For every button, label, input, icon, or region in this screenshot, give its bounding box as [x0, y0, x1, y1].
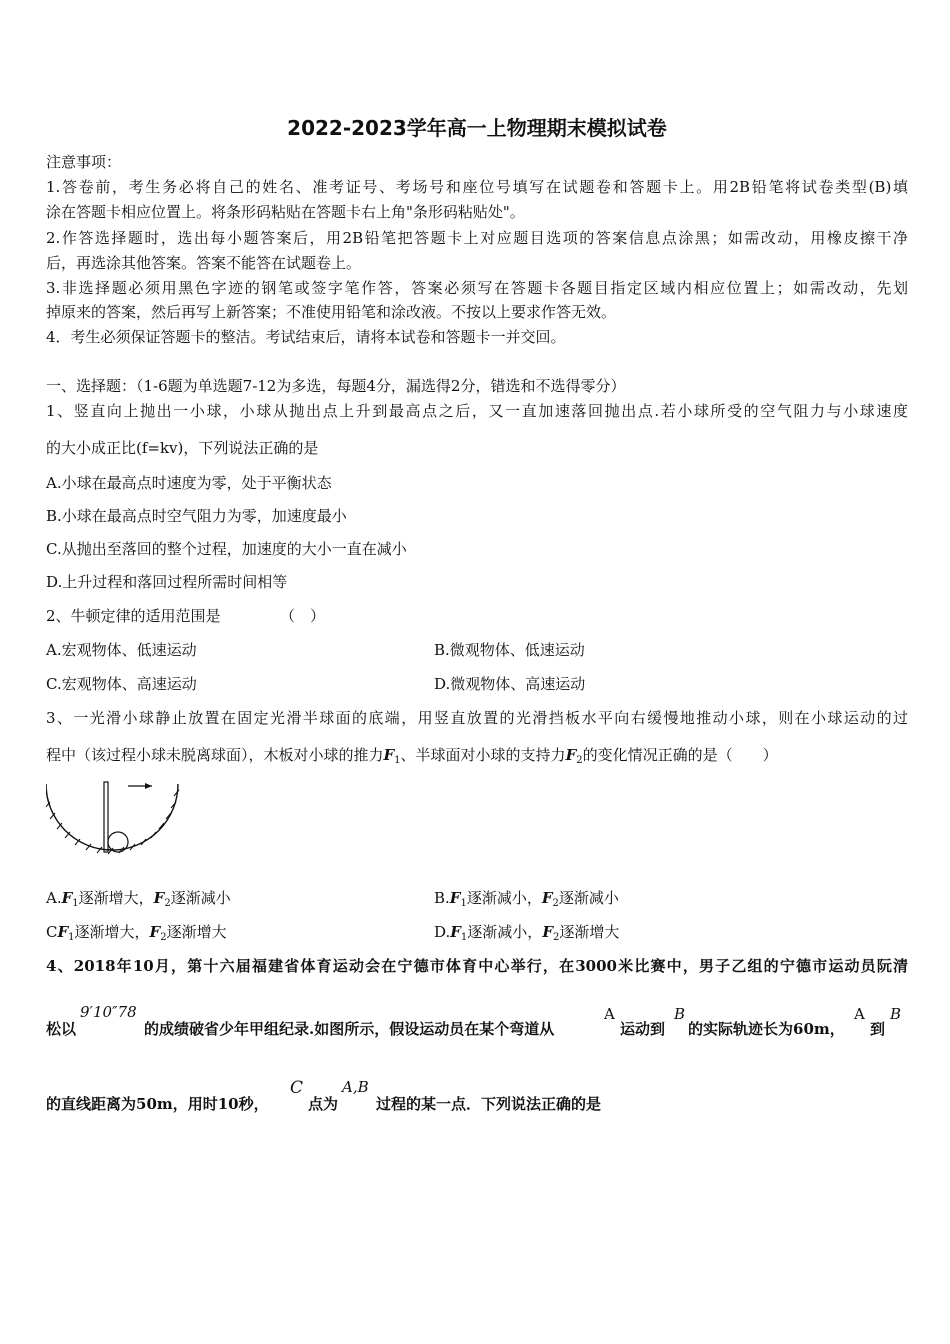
point-c-label: C	[290, 1078, 304, 1098]
notice-line-1b: 涂在答题卡相应位置上。将条形码粘贴在答题卡右上角"条形码粘贴处"。	[46, 203, 525, 221]
f1-symbol: F	[450, 923, 461, 941]
q3-stem-b2: 、半球面对小球的支持力	[400, 746, 566, 764]
q2-option-d: D.微观物体、高速运动	[434, 675, 586, 693]
q4-c2: 点为	[308, 1095, 339, 1113]
f1-symbol: F	[61, 889, 73, 907]
point-a-label-2: A	[854, 1005, 865, 1023]
notice-heading: 注意事项：	[46, 153, 122, 171]
q1-option-d: D.上升过程和落回过程所需时间相等	[46, 573, 288, 591]
f2-symbol: F	[153, 889, 165, 907]
q1-stem-a: 1、竖直向上抛出一小球，小球从抛出点上升到最高点之后，又一直加速落回抛出点.若小球所受的空气阻力与小球速度	[46, 402, 908, 420]
q2-option-b: B.微观物体、低速运动	[434, 641, 585, 659]
ball	[108, 832, 128, 852]
q3-option-c	[46, 922, 227, 948]
q3-c-text2: 逐渐增大	[166, 923, 227, 941]
q3-c-prefix: C	[46, 923, 58, 941]
q1-option-a: A.小球在最高点时速度为零，处于平衡状态	[46, 474, 332, 492]
f1-sub: 1	[68, 932, 75, 943]
q3-b-prefix: B.	[434, 889, 450, 907]
f2-symbol: F	[542, 923, 553, 941]
hatching	[46, 790, 179, 854]
q4-c3: 过程的某一点．下列说法正确的是	[376, 1095, 602, 1113]
q4-stem-a: 4、2018年10月，第十六届福建省体育运动会在宁德市体育中心举行，在3000米比赛中，男子乙组的宁德市运动员阮清	[46, 957, 908, 975]
q4-c1: 的直线距离为50m，用时10秒，	[46, 1095, 269, 1113]
q3-b-text1: 逐渐减小，	[466, 889, 542, 907]
q3-stem-a: 3、一光滑小球静止放置在固定光滑半球面的底端，用竖直放置的光滑挡板水平向右缓慢地推动小球，则在小球运动的过	[46, 709, 908, 727]
point-b-label-2: B	[890, 1005, 902, 1023]
f2-sub: 2	[164, 898, 171, 909]
board	[104, 782, 108, 852]
notice-line-4: 4．考生必须保证答题卡的整洁。考试结束后，请将本试卷和答题卡一并交回。	[46, 328, 566, 346]
section-heading: 一、选择题：（1-6题为单选题7-12为多选，每题4分，漏选得2分，错选和不选得零分）	[46, 377, 626, 395]
f1-sub: 1	[72, 898, 79, 909]
q4-b5: 到	[870, 1020, 886, 1038]
q4-b2: 的成绩破省少年甲组纪录.如图所示，假设运动员在某个弯道从	[144, 1020, 555, 1038]
f2-symbol: F	[149, 923, 161, 941]
f2-symbol: F	[541, 889, 553, 907]
q3-option-d	[434, 922, 619, 948]
q3-b-text2: 逐渐减小	[558, 889, 619, 907]
f2-sub: 2	[552, 932, 560, 943]
q3-a-text2: 逐渐减小	[170, 889, 231, 907]
f1-symbol: F	[449, 889, 461, 907]
notice-line-2a: 2.作答选择题时，选出每小题答案后，用2B铅笔把答题卡上对应题目选项的答案信息点涂黑；如需改动，用橡皮擦干净	[46, 229, 908, 247]
f1-sub: 1	[460, 932, 468, 943]
f2-sub: 2	[552, 898, 559, 909]
q3-a-prefix: A.	[46, 889, 62, 907]
notice-line-3a: 3.非选择题必须用黑色字迹的钢笔或签字笔作答，答案必须写在答题卡各题目指定区域内相应位置上；如需改动，先划	[46, 279, 908, 297]
q1-option-c: C.从抛出至落回的整个过程，加速度的大小一直在减小	[46, 540, 407, 558]
q2-paren: （ ）	[280, 607, 326, 625]
q3-d-text2: 逐渐增大	[559, 923, 620, 941]
record-time: 9′10″78	[80, 1003, 137, 1021]
f1-symbol: F	[57, 923, 69, 941]
q4-b3: 运动到	[620, 1020, 666, 1038]
f2-sub: 2	[160, 932, 167, 943]
point-b-label: B	[674, 1005, 686, 1023]
q3-a-text1: 逐渐增大，	[78, 889, 154, 907]
q4-b4: 的实际轨迹长为60m，	[688, 1020, 845, 1038]
q3-option-a	[46, 888, 231, 914]
q2-option-c: C.宏观物体、高速运动	[46, 675, 197, 693]
hemisphere-figure	[46, 776, 186, 860]
q3-d-text1: 逐渐减小，	[467, 923, 543, 941]
f1-sub: 1	[394, 755, 401, 766]
q3-d-prefix: D.	[434, 923, 451, 941]
q2-stem: 2、牛顿定律的适用范围是	[46, 607, 221, 625]
notice-line-1a: 1.答卷前，考生务必将自己的姓名、准考证号、考场号和座位号填写在试题卷和答题卡上。用2B铅笔将试卷类型(B)填	[46, 178, 908, 196]
q3-c-text1: 逐渐增大，	[74, 923, 150, 941]
q3-option-b	[434, 888, 619, 914]
f2-symbol: F	[565, 746, 577, 764]
notice-line-2b: 后，再选涂其他答案。答案不能答在试题卷上。	[46, 254, 362, 272]
q1-stem-b: 的大小成正比(f=kv)，下列说法正确的是	[46, 439, 319, 457]
q3-stem-b	[46, 745, 778, 771]
page-title: 2022-2023学年高一上物理期末模拟试卷	[287, 116, 667, 140]
ab-label: A,B	[342, 1078, 369, 1096]
notice-line-3b: 掉原来的答案，然后再写上新答案；不准使用铅笔和涂改液。不按以上要求作答无效。	[46, 303, 617, 321]
q4-b1: 松以	[46, 1020, 77, 1038]
q2-option-a: A.宏观物体、低速运动	[46, 641, 197, 659]
q1-option-b: B.小球在最高点时空气阻力为零，加速度最小	[46, 507, 347, 525]
q3-stem-b1: 程中（该过程小球未脱离球面），木板对小球的推力	[46, 746, 384, 764]
f1-sub: 1	[460, 898, 467, 909]
f2-sub: 2	[576, 755, 583, 766]
f1-symbol: F	[383, 746, 395, 764]
arrow-head	[145, 783, 152, 789]
q3-stem-b3: 的变化情况正确的是（ ）	[582, 746, 778, 764]
point-a-label: A	[604, 1005, 615, 1023]
